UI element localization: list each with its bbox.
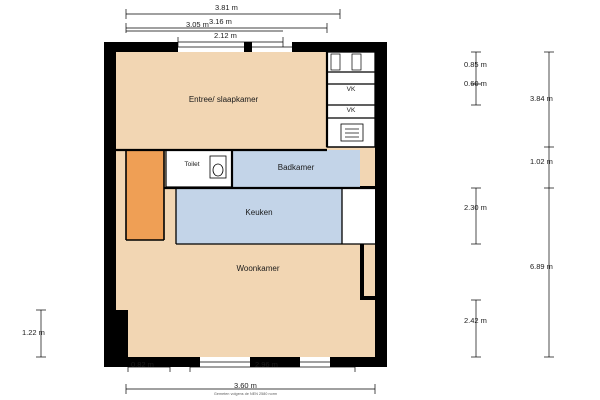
- dimension-bottom-1: 0.82 m: [131, 360, 154, 369]
- room-label-badkamer: Badkamer: [277, 163, 315, 172]
- dimension-right-outer-1: 3.84 m: [530, 94, 553, 103]
- dimension-right-outer-3: 6.89 m: [530, 262, 553, 271]
- service-hatch-right: [352, 54, 361, 70]
- room-label-woonkamer: Woonkamer: [236, 264, 280, 273]
- room-label-toilet: Toilet: [184, 161, 200, 168]
- dimension-right-inner-2: 0.60 m: [464, 79, 487, 88]
- boiler-icon: [341, 124, 363, 141]
- dimension-left-1: 1.22 m: [22, 328, 45, 337]
- room-label-vk-top: VK: [346, 86, 356, 93]
- dimension-top-2: 3.16 m: [209, 17, 232, 26]
- wall-notch-left: [116, 310, 128, 357]
- footer-note: Gemeten volgens de NEN 2580 norm: [214, 392, 278, 396]
- toilet-bowl-icon: [213, 164, 223, 176]
- room-label-keuken: Keuken: [245, 208, 273, 217]
- dimension-top-3: 3.05 m: [186, 20, 209, 29]
- room-fill-hallway-highlight: [126, 150, 164, 240]
- dimension-group-top: [126, 9, 340, 47]
- room-label-vk-bottom: VK: [346, 107, 356, 114]
- service-hatch-left: [331, 54, 340, 70]
- dimension-right-inner-1: 0.85 m: [464, 60, 487, 69]
- dimension-top-1: 3.81 m: [215, 3, 238, 12]
- dimension-right-outer-2: 1.02 m: [530, 157, 553, 166]
- room-label-entree-slaapkamer: Entree/ slaapkamer: [188, 95, 259, 104]
- dimension-right-inner-3: 2.30 m: [464, 203, 487, 212]
- dimension-bottom-2: 2.96 m: [255, 360, 278, 369]
- dimension-top-4: 2.12 m: [214, 31, 237, 40]
- keuken-appliance-box: [342, 189, 375, 244]
- dimension-bottom-3: 3.60 m: [234, 381, 257, 390]
- dimension-right-inner-4: 2.42 m: [464, 316, 487, 325]
